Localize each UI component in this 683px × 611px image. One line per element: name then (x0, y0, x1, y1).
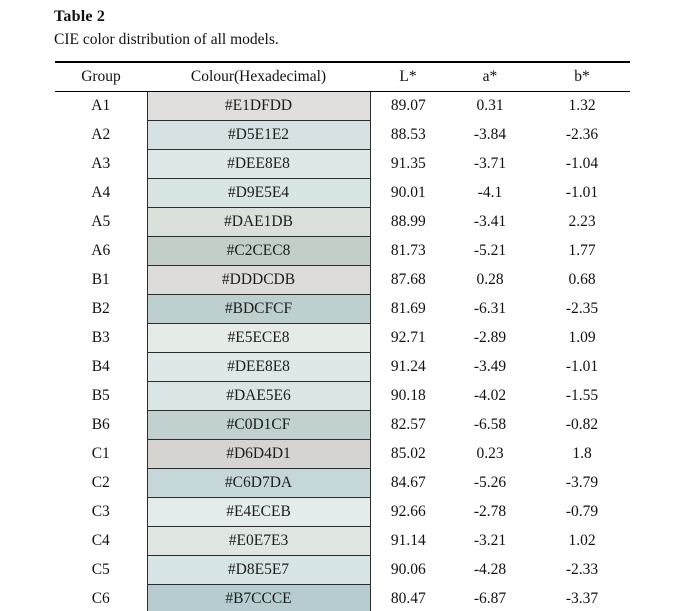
b-star-cell: -3.37 (534, 585, 630, 611)
a-star-cell: -2.89 (473, 329, 507, 346)
group-cell: C3 (91, 503, 110, 520)
a-star-cell: -6.31 (473, 300, 507, 317)
group-cell: A3 (91, 155, 111, 172)
l-star-cell: 90.18 (390, 387, 426, 404)
colour-swatch-cell: #E5ECE8 (147, 324, 370, 353)
b-star-cell: -2.33 (565, 561, 599, 578)
colour-swatch-cell: #C0D1CF (147, 411, 370, 440)
b-star-cell: -3.79 (565, 474, 599, 491)
table-row (55, 527, 630, 556)
table-header (55, 62, 630, 92)
colour-swatch-cell: #C6D7DA (147, 469, 370, 498)
table-row (55, 498, 630, 527)
l-star-cell: 88.53 (390, 126, 426, 143)
colour-swatch-cell: #E1DFDD (147, 92, 370, 121)
b-star-cell: -0.82 (565, 416, 599, 433)
a-star-cell: 0.28 (476, 271, 504, 288)
b-star-cell: 1.77 (568, 242, 596, 259)
group-cell: C6 (55, 585, 147, 611)
colour-swatch-cell: #DAE5E6 (147, 382, 370, 411)
colour-swatch-cell: #DEE8E8 (147, 353, 370, 382)
l-star-cell: 85.02 (390, 445, 426, 462)
group-cell: C2 (91, 474, 110, 491)
a-star-cell: -6.87 (446, 585, 534, 611)
b-star-cell: 1.09 (568, 329, 596, 346)
table-row (55, 411, 630, 440)
l-star-cell: 92.71 (390, 329, 426, 346)
l-star-cell: 90.01 (390, 184, 426, 201)
l-star-cell: 91.24 (390, 358, 426, 375)
header-b-star: b* (534, 62, 630, 92)
a-star-cell: -3.71 (473, 155, 507, 172)
l-star-cell: 91.14 (390, 532, 426, 549)
table-row (55, 440, 630, 469)
b-star-cell: -1.55 (565, 387, 599, 404)
a-star-cell: -6.58 (473, 416, 507, 433)
colour-swatch-cell: #D8E5E7 (147, 556, 370, 585)
b-star-cell: -0.79 (565, 503, 599, 520)
b-star-cell: -2.35 (565, 300, 599, 317)
a-star-cell: -4.02 (473, 387, 507, 404)
colour-swatch-cell: #BDCFCF (147, 295, 370, 324)
header-group: Group (55, 62, 147, 92)
header-colour-hexadecimal: Colour(Hexadecimal) (147, 62, 370, 92)
l-star-cell: 84.67 (390, 474, 426, 491)
group-cell: C4 (91, 532, 110, 549)
table-row (55, 353, 630, 382)
table-row (55, 208, 630, 237)
b-star-cell: 1.32 (568, 97, 596, 115)
a-star-cell: -3.84 (473, 126, 507, 143)
colour-swatch-cell: #C2CEC8 (147, 237, 370, 266)
group-cell: C1 (91, 445, 110, 462)
colour-swatch-cell: #E0E7E3 (147, 527, 370, 556)
group-cell: B5 (91, 387, 110, 404)
b-star-cell: 1.8 (572, 445, 592, 462)
group-cell: B4 (91, 358, 110, 375)
b-star-cell: 1.02 (568, 532, 596, 549)
l-star-cell: 80.47 (370, 585, 446, 611)
group-cell: B1 (91, 271, 110, 288)
colour-swatch-cell: #D6D4D1 (147, 440, 370, 469)
cie-color-table (55, 61, 630, 611)
group-cell: B2 (91, 300, 110, 317)
a-star-cell: -5.26 (473, 474, 507, 491)
group-cell: A6 (91, 242, 111, 259)
b-star-cell: 0.68 (568, 271, 596, 288)
group-cell: A4 (91, 184, 111, 201)
a-star-cell: 0.31 (476, 97, 504, 115)
a-star-cell: -2.78 (473, 503, 507, 520)
table-row (55, 237, 630, 266)
a-star-cell: 0.23 (476, 445, 504, 462)
colour-swatch-cell: #E4ECEB (147, 498, 370, 527)
b-star-cell: -1.01 (565, 184, 599, 201)
l-star-cell: 82.57 (390, 416, 426, 433)
a-star-cell: -3.41 (473, 213, 507, 230)
l-star-cell: 90.06 (390, 561, 426, 578)
table-row (55, 121, 630, 150)
table-row (55, 469, 630, 498)
b-star-cell: -1.01 (565, 358, 599, 375)
table-row (55, 585, 630, 611)
a-star-cell: -4.1 (477, 184, 503, 201)
cie-table-wrapper (55, 61, 630, 611)
table-row (55, 92, 630, 121)
l-star-cell: 92.66 (390, 503, 426, 520)
a-star-cell: -5.21 (473, 242, 507, 259)
l-star-cell: 87.68 (390, 271, 426, 288)
group-cell: B6 (91, 416, 110, 433)
table-title: Table 2 (54, 8, 106, 25)
table-row (55, 266, 630, 295)
colour-swatch-cell: #D9E5E4 (147, 179, 370, 208)
table-row (55, 179, 630, 208)
table-row (55, 382, 630, 411)
colour-swatch-cell: #DAE1DB (147, 208, 370, 237)
header-l-star: L* (370, 62, 446, 92)
header-a-star: a* (446, 62, 534, 92)
group-cell: B3 (91, 329, 110, 346)
table-caption: CIE color distribution of all models. (54, 31, 279, 48)
colour-swatch-cell: #DEE8E8 (147, 150, 370, 179)
a-star-cell: -4.28 (473, 561, 507, 578)
table-body (55, 92, 630, 611)
l-star-cell: 81.73 (390, 242, 426, 259)
b-star-cell: 2.23 (568, 213, 596, 230)
l-star-cell: 89.07 (390, 97, 426, 115)
b-star-cell: -2.36 (565, 126, 599, 143)
group-cell: A1 (91, 97, 111, 115)
colour-swatch-cell: #DDDCDB (147, 266, 370, 295)
l-star-cell: 91.35 (390, 155, 426, 172)
group-cell: A5 (91, 213, 111, 230)
colour-swatch-cell: #B7CCCE (147, 585, 370, 611)
table-row (55, 556, 630, 585)
table-row (55, 150, 630, 179)
b-star-cell: -1.04 (565, 155, 599, 172)
table-row (55, 295, 630, 324)
group-cell: C5 (91, 561, 110, 578)
a-star-cell: -3.49 (473, 358, 507, 375)
l-star-cell: 88.99 (390, 213, 426, 230)
a-star-cell: -3.21 (473, 532, 507, 549)
colour-swatch-cell: #D5E1E2 (147, 121, 370, 150)
header-row (55, 62, 630, 92)
table-row (55, 324, 630, 353)
group-cell: A2 (91, 126, 111, 143)
l-star-cell: 81.69 (390, 300, 426, 317)
